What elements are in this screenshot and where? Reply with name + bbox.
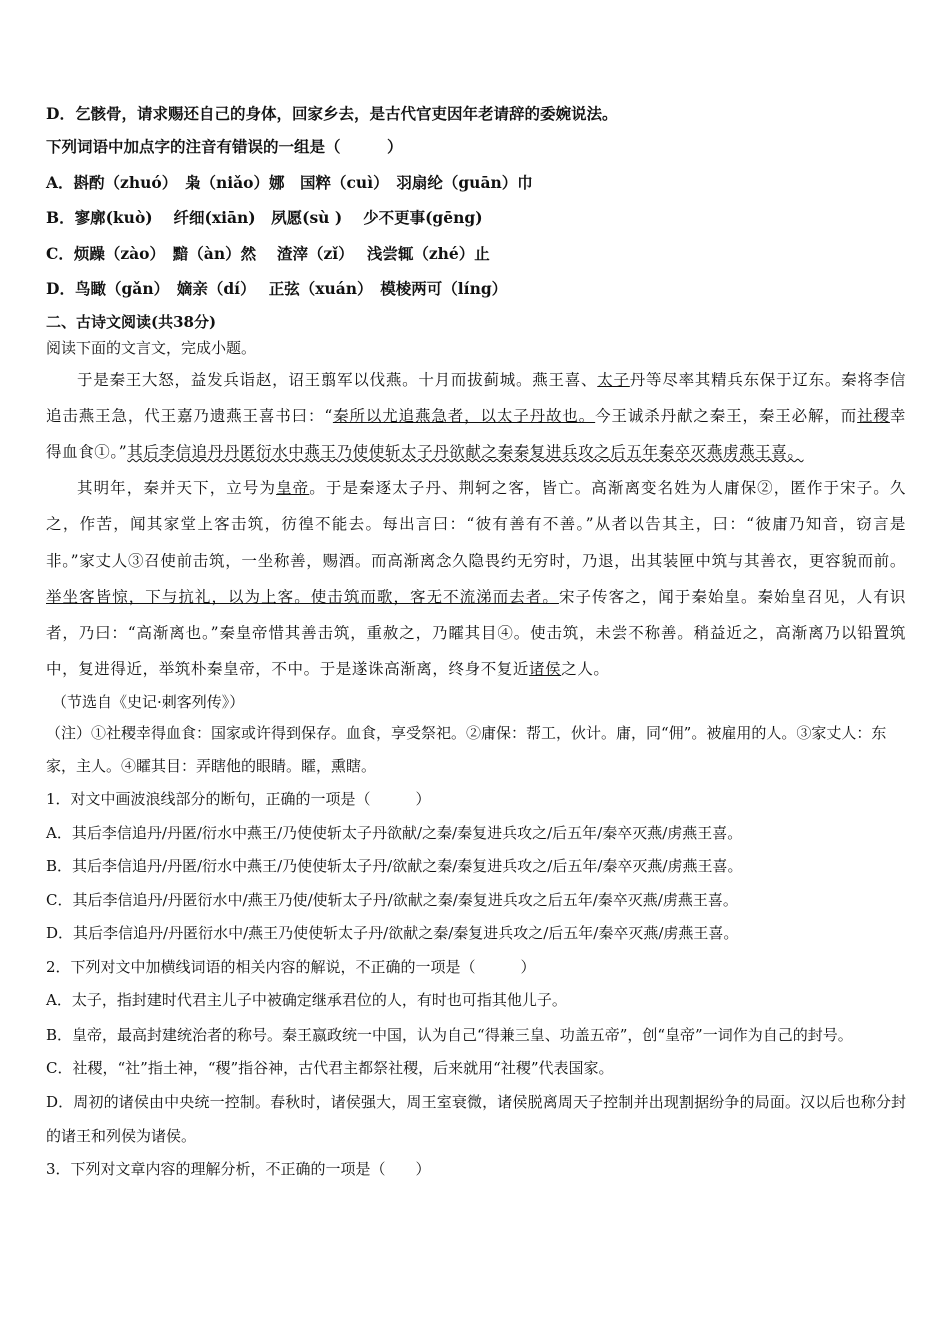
pinyin-option-a: A．斟酌（zhuó） 枭（niǎo）娜 国粹（cuì） 羽扇纶（guān）巾 (46, 172, 533, 192)
exam-page (46, 98, 906, 1187)
pinyin-question: 下列词语中加点字的注音有错误的一组是（ ） (46, 137, 403, 156)
passage-notes: （注）①社稷幸得血食：国家或许得到保存。血食，享受祭祀。②庸保：帮工，伙计。庸，同“佣”。被雇用的人。③家丈人：东家，主人。④矐其目：弄瞎他的眼睛。矐，熏瞎。 (46, 724, 887, 776)
passage-source: （节选自《史记·刺客列传》） (52, 693, 245, 712)
wavy-underlined-sentence: 其后李信追丹丹匿衍水中燕王乃使使斩太子丹欲献之秦秦复进兵攻之后五年秦卒灭燕虏燕王喜。 (127, 442, 804, 461)
underlined-term-sheji: 社稷 (857, 406, 890, 425)
question-1-option-d: D．其后李信追丹/丹匿衍水中/燕王乃使使斩太子丹/欲献之秦/秦复进兵攻之/后五年/秦卒灭燕/虏燕王喜。 (46, 924, 739, 943)
underlined-term-huangdi: 皇帝 (276, 479, 310, 498)
question-1-option-b: B．其后李信追丹/丹匿/衍水中燕王/乃使使斩太子丹/欲献之秦/秦复进兵攻之/后五年/秦卒灭燕/虏燕王喜。 (46, 857, 743, 876)
underlined-term-zhuhou: 诸侯 (529, 660, 562, 679)
question-1-stem: 1．对文中画波浪线部分的断句，正确的一项是（ ） (46, 790, 431, 809)
option-d-bold: D．乞骸骨，请求赐还自己的身体，回家乡去，是古代官吏因年老请辞的委婉说法。 (46, 104, 618, 123)
question-2-option-a: A．太子，指封建时代君主儿子中被确定继承君位的人，有时也可指其他儿子。 (46, 991, 567, 1010)
question-2-option-d: D．周初的诸侯由中央统一控制。春秋时，诸侯强大，周王室衰微，诸侯脱离周天子控制并出现割据纷争的局面。汉以后也称分封的诸王和列侯为诸侯。 (46, 1093, 906, 1146)
underlined-term-taizi: 太子 (597, 370, 630, 389)
pinyin-option-b: B．寥廓(kuò) 纤细(xiān) 夙愿(sù ) 少不更事(gēng) (46, 208, 483, 227)
underlined-sentence-2: 举坐客皆惊，下与抗礼，以为上客。使击筑而歌，客无不流涕而去者。 (46, 587, 559, 606)
question-1-option-a: A．其后李信追丹/丹匿/衍水中燕王/乃使使斩太子丹欲献/之秦/秦复进兵攻之/后五年/秦卒灭燕/虏燕王喜。 (46, 823, 743, 842)
question-2-option-b: B．皇帝，最高封建统治者的称号。秦王嬴政统一中国，认为自己“得兼三皇、功盖五帝”，创“皇帝”一词作为自己的封号。 (46, 1025, 853, 1044)
pinyin-option-c: C．烦躁（zào） 黯（àn）然 渣滓（zǐ） 浅尝辄（zhé）止 (46, 243, 490, 263)
pinyin-option-d: D．鸟瞰（gǎn） 嫡亲（dí） 正弦（xuán） 模棱两可（líng） (46, 279, 508, 298)
underlined-sentence: 秦所以尤追燕急者，以太子丹故也。 (332, 406, 596, 425)
section-intro: 阅读下面的文言文，完成小题。 (46, 338, 257, 357)
question-2-option-c: C．社稷，“社”指土神，“稷”指谷神，古代君主都祭社稷，后来就用“社稷”代表国家。 (46, 1058, 614, 1077)
question-3-stem: 3．下列对文章内容的理解分析，不正确的一项是（ ） (46, 1160, 431, 1179)
passage-paragraph-1: 于是秦王大怒，益发兵诣赵，诏王翦军以伐燕。十月而拔蓟城。燕王喜、太子丹等尽率其精兵东保于辽东。秦将李信追击燕王急，代王嘉乃遗燕王喜书曰：“秦所以尤追燕急者，以太子丹故也。今王诚杀丹献之秦王，秦王必解，而社稷幸得血食①。”其后李信追丹丹匿衍水中燕王乃使使斩太子丹欲献之秦秦复进兵攻之后五年秦卒灭燕虏燕王喜。 (46, 370, 907, 461)
passage-paragraph-2: 其明年，秦并天下，立号为皇帝。于是秦逐太子丹、荆轲之客，皆亡。高渐离变名姓为人庸保②，匿作于宋子。久之，作苦，闻其家堂上客击筑，彷徨不能去。每出言曰：“彼有善有不善。”从者以告其主，曰：“彼庸乃知音，窃言是非。”家丈人③召使前击筑，一坐称善，赐酒。而高渐离念久隐畏约无穷时，乃退，出其装匣中筑与其善衣，更容貌而前。举坐客皆惊，下与抗礼，以为上客。使击筑而歌，客无不流涕而去者。宋子传客之，闻于秦始皇。秦始皇召见，人有识者，乃曰：“高渐离也。”秦皇帝惜其善击筑，重赦之，乃矐其目④。使击筑，未尝不称善。稍益近之，高渐离乃以铅置筑中，复进得近，举筑朴秦皇帝，不中。于是遂诛高渐离，终身不复近诸侯之人。 (46, 479, 906, 679)
section-title: 二、古诗文阅读(共38分) (46, 312, 217, 331)
question-2-stem: 2．下列对文中加横线词语的相关内容的解说，不正确的一项是（ ） (46, 957, 536, 976)
question-1-option-c: C．其后李信追丹/丹匿衍水中/燕王乃使/使斩太子丹/欲献之秦/秦复进兵攻之后五年/秦卒灭燕/虏燕王喜。 (46, 890, 738, 909)
